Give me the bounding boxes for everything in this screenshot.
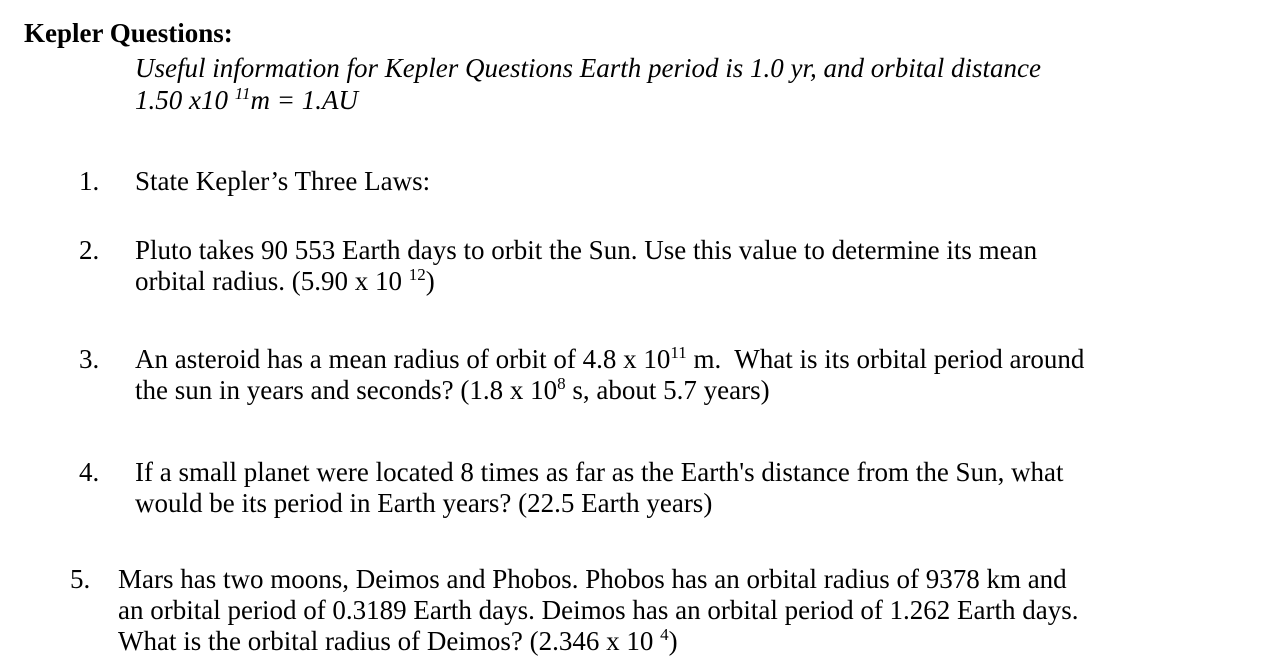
info-distance-exponent: 11 (234, 84, 251, 103)
question-line: an orbital period of 0.3189 Earth days. Deimos has an orbital period of 1.262 Earth days. (118, 595, 1079, 625)
question-answer-close: ) (668, 626, 678, 656)
question-line: would be its period in Earth years? (22.5 Earth years) (135, 488, 713, 518)
question-number: 3. (79, 344, 100, 374)
question-answer-text: What is the orbital radius of Deimos? (2.346 x 10 (118, 626, 654, 656)
info-distance-value: 1.50 x10 (135, 85, 228, 115)
radius-exponent: 11 (670, 343, 687, 362)
info-distance-unit: m = 1.AU (250, 85, 358, 115)
question-text (135, 235, 1265, 297)
question-line (135, 344, 1265, 375)
answer-exponent: 4 (660, 625, 669, 644)
question-line (135, 266, 1265, 297)
question-text-part: An asteroid has a mean radius of orbit of 4.8 x 10 (135, 344, 671, 374)
question-answer-close: ) (425, 266, 435, 296)
question-line: Pluto takes 90 553 Earth days to orbit the Sun. Use this value to determine its mean (135, 235, 1038, 265)
info-line-2 (135, 84, 1215, 116)
question-text-part: m. What is its orbital period around (686, 344, 1085, 374)
info-line-1: Useful information for Kepler Questions Earth period is 1.0 yr, and orbital distance (135, 53, 1041, 83)
question-number: 2. (79, 235, 100, 265)
question-number: 4. (79, 457, 100, 487)
question-text (135, 344, 1265, 406)
question-line: If a small planet were located 8 times as far as the Earth's distance from the Sun, what (135, 457, 1064, 487)
question-answer-close: s, about 5.7 years) (565, 375, 770, 405)
question-text (118, 564, 1248, 657)
question-number: 1. (79, 166, 100, 196)
question-line: Mars has two moons, Deimos and Phobos. Phobos has an orbital radius of 9378 km and (118, 564, 1067, 594)
question-line (118, 626, 1248, 657)
useful-information-note (135, 52, 1215, 116)
page-title: Kepler Questions: (24, 18, 233, 48)
question-text (135, 166, 1265, 197)
question-number: 5. (70, 564, 91, 594)
answer-exponent: 12 (408, 265, 426, 284)
question-line (135, 375, 1265, 406)
question-answer-text: orbital radius. (5.90 x 10 (135, 266, 402, 296)
answer-exponent: 8 (557, 374, 566, 393)
question-answer-text: the sun in years and seconds? (1.8 x 10 (135, 375, 558, 405)
question-line: State Kepler’s Three Laws: (135, 166, 431, 196)
question-text (135, 457, 1265, 519)
